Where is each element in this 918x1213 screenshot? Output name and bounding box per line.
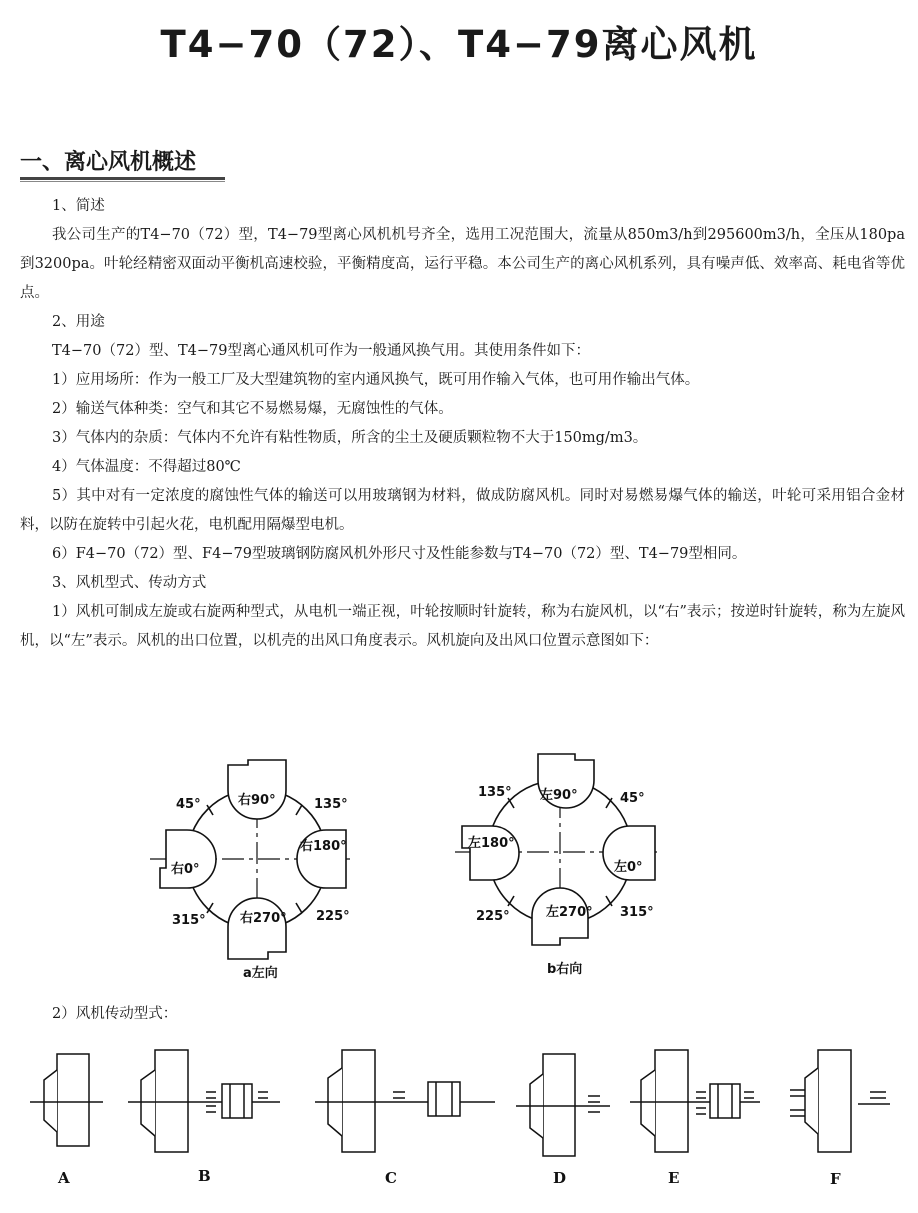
- diagram-b-angle-135: 135°: [478, 785, 512, 800]
- drive-type-a-diagram: [30, 1054, 103, 1146]
- diagram-a-label-right: 右180°: [300, 839, 347, 854]
- diagram-b-label-top: 左90°: [540, 788, 578, 803]
- diagram-b-angle-45: 45°: [620, 791, 645, 806]
- subheading-usage: 2、用途: [52, 314, 105, 330]
- drive-types-diagrams: [0, 1040, 918, 1190]
- diagram-b-label-bottom: 左270°: [546, 905, 593, 920]
- diagram-a-label-left: 右0°: [171, 862, 200, 877]
- diagram-b-label-left: 左180°: [468, 836, 515, 851]
- drive-type-a-label: A: [58, 1169, 70, 1187]
- list-item-usage-4: 4）气体温度：不得超过80℃: [52, 459, 241, 475]
- drive-type-f-label: F: [830, 1170, 841, 1188]
- diagram-a-label-top: 右90°: [238, 793, 276, 808]
- subheading-summary: 1、简述: [52, 198, 105, 214]
- paragraph-summary: 我公司生产的T4−70（72）型，T4−79型离心风机机号齐全，选用工况范围大，流量从850m3/h到295600m3/h，全压从180pa到3200pa。叶轮经精密双面动平衡机高速校验，平衡精度高，运行平稳。本公司生产的离心风机系列，具有噪声低、效率高、耗电省等优点。: [20, 227, 905, 301]
- subheading-type-drive: 3、风机型式、传动方式: [52, 575, 207, 591]
- diagram-a: [150, 760, 350, 959]
- drive-types-heading: 2）风机传动型式：: [52, 1006, 178, 1022]
- drive-type-d-diagram: [516, 1054, 610, 1156]
- list-item-usage-5: 5）其中对有一定浓度的腐蚀性气体的输送可以用玻璃钢为材料，做成防腐风机。同时对易燃易爆气体的输送，叶轮可采用铝合金材料，以防在旋转中引起火花，电机配用隔爆型电机。: [20, 488, 905, 533]
- diagram-a-angle-315: 315°: [172, 913, 206, 928]
- drive-type-e-label: E: [668, 1169, 680, 1187]
- drive-type-e-diagram: [630, 1050, 760, 1152]
- list-item-usage-1: 1）应用场所：作为一般工厂及大型建筑物的室内通风换气，既可用作输入气体，也可用作输出气体。: [52, 372, 700, 388]
- drive-type-c-diagram: [315, 1050, 495, 1152]
- diagram-b-label-right: 左0°: [614, 860, 643, 875]
- diagram-b-caption: b右向: [547, 962, 583, 977]
- list-item-usage-2: 2）输送气体种类：空气和其它不易燃易爆，无腐蚀性的气体。: [52, 401, 453, 417]
- section-underline-thin: [20, 181, 225, 182]
- rotation-diagrams-svg: [0, 730, 918, 990]
- list-item-usage-3: 3）气体内的杂质：气体内不允许有粘性物质，所含的尘土及硬质颗粒物不大于150mg/m3。: [52, 430, 648, 446]
- diagram-b-angle-315: 315°: [620, 905, 654, 920]
- diagram-a-label-bottom: 右270°: [240, 911, 287, 926]
- diagram-b-angle-225: 225°: [476, 909, 510, 924]
- paragraph-rotation: 1）风机可制成左旋或右旋两种型式，从电机一端正视，叶轮按顺时针旋转，称为右旋风机，以“右”表示；按逆时针旋转，称为左旋风机，以“左”表示。风机的出口位置，以机壳的出风口角度表示。风机旋向及出风口位置示意图如下：: [20, 604, 905, 649]
- paragraph-usage-intro: T4−70（72）型、T4−79型离心通风机可作为一般通风换气用。其使用条件如下：: [52, 343, 590, 359]
- overview-content: [20, 192, 905, 656]
- diagram-a-angle-225: 225°: [316, 909, 350, 924]
- diagram-a-angle-135: 135°: [314, 797, 348, 812]
- diagram-a-caption: a左向: [243, 966, 278, 981]
- page-title: T4−70（72）、T4−79离心风机: [160, 23, 758, 66]
- section-heading: 一、离心风机概述: [20, 150, 197, 175]
- diagram-a-angle-45: 45°: [176, 797, 201, 812]
- drive-type-c-label: C: [385, 1169, 397, 1187]
- rotation-diagrams: [0, 730, 918, 990]
- drive-type-f-diagram: [790, 1050, 890, 1152]
- drive-type-b-diagram: [128, 1050, 280, 1152]
- drive-types-svg: [0, 1040, 918, 1190]
- list-item-usage-6: 6）F4−70（72）型、F4−79型玻璃钢防腐风机外形尺寸及性能参数与T4−70（72）型、T4−79型相同。: [52, 546, 747, 562]
- section-underline: [20, 177, 225, 180]
- drive-type-b-label: B: [198, 1167, 211, 1185]
- drive-type-d-label: D: [553, 1169, 567, 1187]
